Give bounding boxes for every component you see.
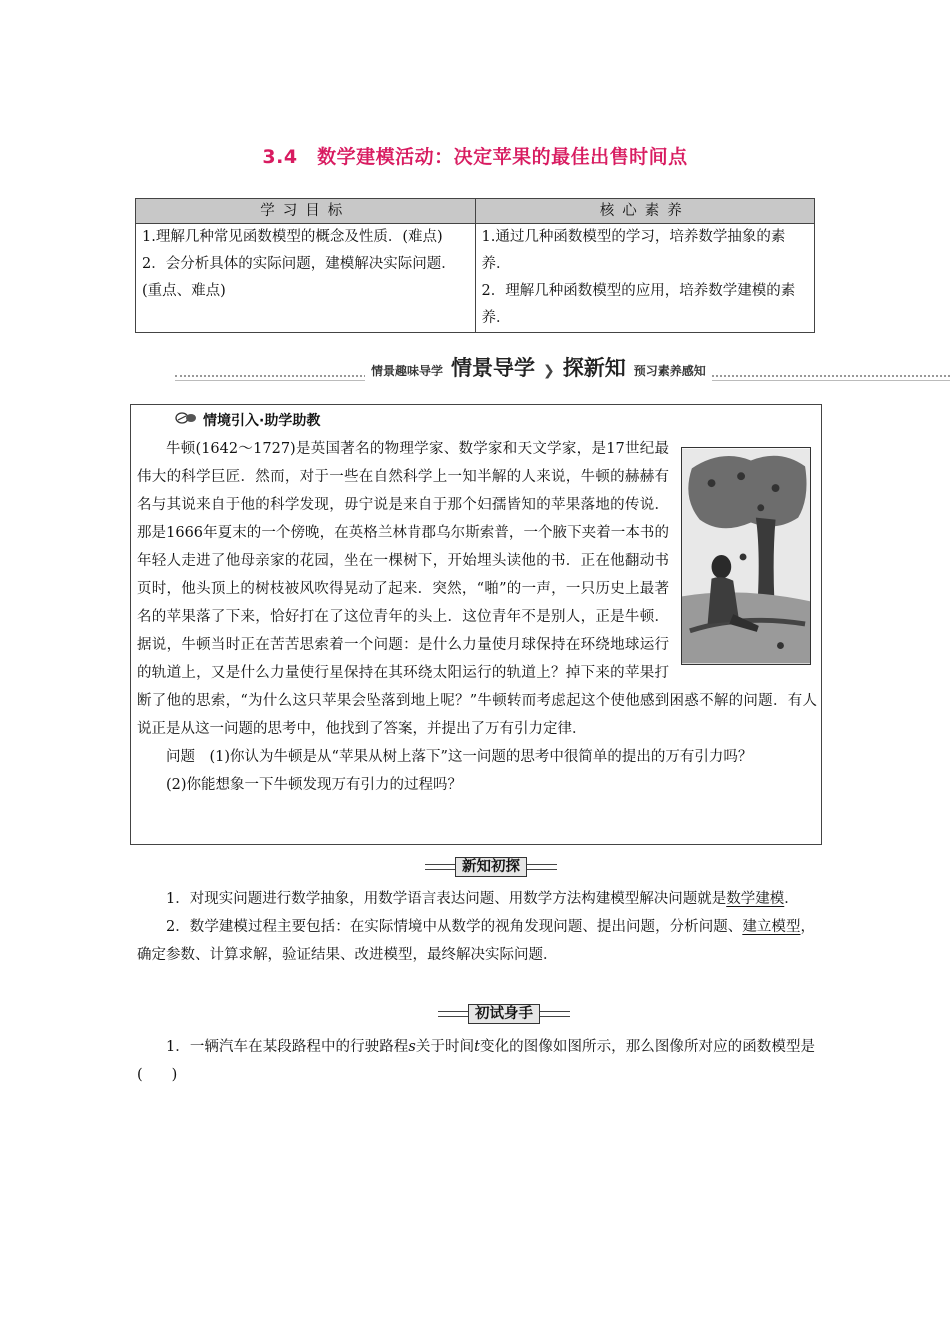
newton-apple-tree-illustration <box>681 447 811 665</box>
knowledge-item-1-end: ． <box>784 891 799 907</box>
banner-big-left: 情景导学 <box>451 356 536 380</box>
knowledge-item-2 <box>137 913 815 969</box>
goals-right-cell <box>475 224 815 333</box>
banner-small-left: 情景趣味导学 <box>371 364 444 378</box>
goals-left-cell <box>136 224 476 333</box>
practice-q1-text-b: 关于时间 <box>415 1039 475 1055</box>
knowledge-item-1-text: 1．对现实问题进行数学抽象，用数学语言表达问题、用数学方法构建模型解决问题就是 <box>166 891 727 907</box>
practice-q1-text-c: 变化的图像如图所示，那么图像所对应的函数模型是( ) <box>137 1039 816 1083</box>
knowledge-item-2-end: ，确定参数、计算求解，验证结果、改进模型，最终解决实际问题． <box>137 919 815 963</box>
goal-item: 1.理解几种常见函数模型的概念及性质．(难点) <box>142 229 443 245</box>
banner-label <box>365 352 712 382</box>
knowledge-term-modeling: 数学建模 <box>726 891 785 907</box>
new-knowledge-tag <box>425 857 557 877</box>
practice-tag <box>438 1004 570 1024</box>
tag-bar-right <box>540 1011 570 1017</box>
practice-label: 初试身手 <box>468 1004 540 1024</box>
goals-table <box>135 198 815 333</box>
literacy-item: 2．理解几种函数模型的应用，培养数学建模的素养． <box>481 283 796 326</box>
knowledge-item-1 <box>137 885 815 913</box>
story-heading-text: 情境引入·助学助教 <box>203 413 321 429</box>
story-question-2: (2)你能想象一下牛顿发现万有引力的过程吗？ <box>166 777 463 793</box>
practice-body <box>137 1033 815 1089</box>
goals-header-left: 学习目标 <box>136 199 476 224</box>
practice-question-1 <box>137 1033 815 1089</box>
goal-item: 2．会分析具体的实际问题，建模解决实际问题．(重点、难点) <box>142 256 456 299</box>
goals-header-right: 核心素养 <box>475 199 815 224</box>
variable-s: s <box>408 1039 416 1055</box>
tag-bar-right <box>527 864 557 870</box>
new-knowledge-body <box>137 885 815 969</box>
practice-q1-text-a: 1．一辆汽车在某段路程中的行驶路程 <box>166 1039 409 1055</box>
story-box <box>130 404 822 845</box>
story-paragraph: 牛顿(1642～1727)是英国著名的物理学家、数学家和天文学家，是17世纪最伟大的科学巨匠．然而，对于一些在自然科学上一知半解的人来说，牛顿的赫赫有名与其说来自于他的科学发现，毋宁说是来自于那个妇孺皆知的苹果落地的传说．那是1666年夏末的一个傍晚，在英格兰林肯郡乌尔斯索普，一个腋下夹着一本书的年轻人走进了他母亲家的花园，坐在一棵树下，开始埋头读他的书．正在他翻动书页时，他头顶上的树枝被风吹得晃动了起来．突然，“啪”的一声，一只历史上最著名的苹果落了下来，恰好打在了这位青年的头上．这位青年不是别人，正是牛顿．据说，牛顿当时正在苦苦思索着一个问题：是什么力量使月球保持在环绕地球运行的轨道上，又是什么力量使行星保持在其环绕太阳运行的轨道上？掉下来的苹果打断了他的思索，“为什么这只苹果会坠落到地上呢？”牛顿转而考虑起这个使他感到困惑不解的问题．有人说正是从这一问题的思考中，他找到了答案，并提出了万有引力定律． <box>137 441 817 737</box>
chevron-right-icon: ❯ <box>543 363 555 379</box>
knowledge-item-2-text: 2．数学建模过程主要包括：在实际情境中从数学的视角发现问题、提出问题，分析问题、 <box>166 919 743 935</box>
banner-small-right: 预习素养感知 <box>633 364 706 378</box>
section-banner <box>175 352 950 382</box>
story-heading <box>175 410 320 430</box>
story-text <box>137 435 817 799</box>
leaf-icon <box>175 411 197 429</box>
variable-t: t <box>474 1039 480 1055</box>
literacy-item: 1.通过几种函数模型的学习，培养数学抽象的素养． <box>481 229 786 272</box>
tag-bar-left <box>425 864 455 870</box>
banner-big-right: 探新知 <box>562 356 626 380</box>
page-title: 3.4 数学建模活动：决定苹果的最佳出售时间点 <box>262 146 688 168</box>
knowledge-term-build-model: 建立模型 <box>742 919 801 935</box>
story-question-1: 问题 (1)你认为牛顿是从“苹果从树上落下”这一问题的思考中很简单的提出的万有引力吗？ <box>166 749 753 765</box>
tag-bar-left <box>438 1011 468 1017</box>
new-knowledge-label: 新知初探 <box>455 857 527 877</box>
